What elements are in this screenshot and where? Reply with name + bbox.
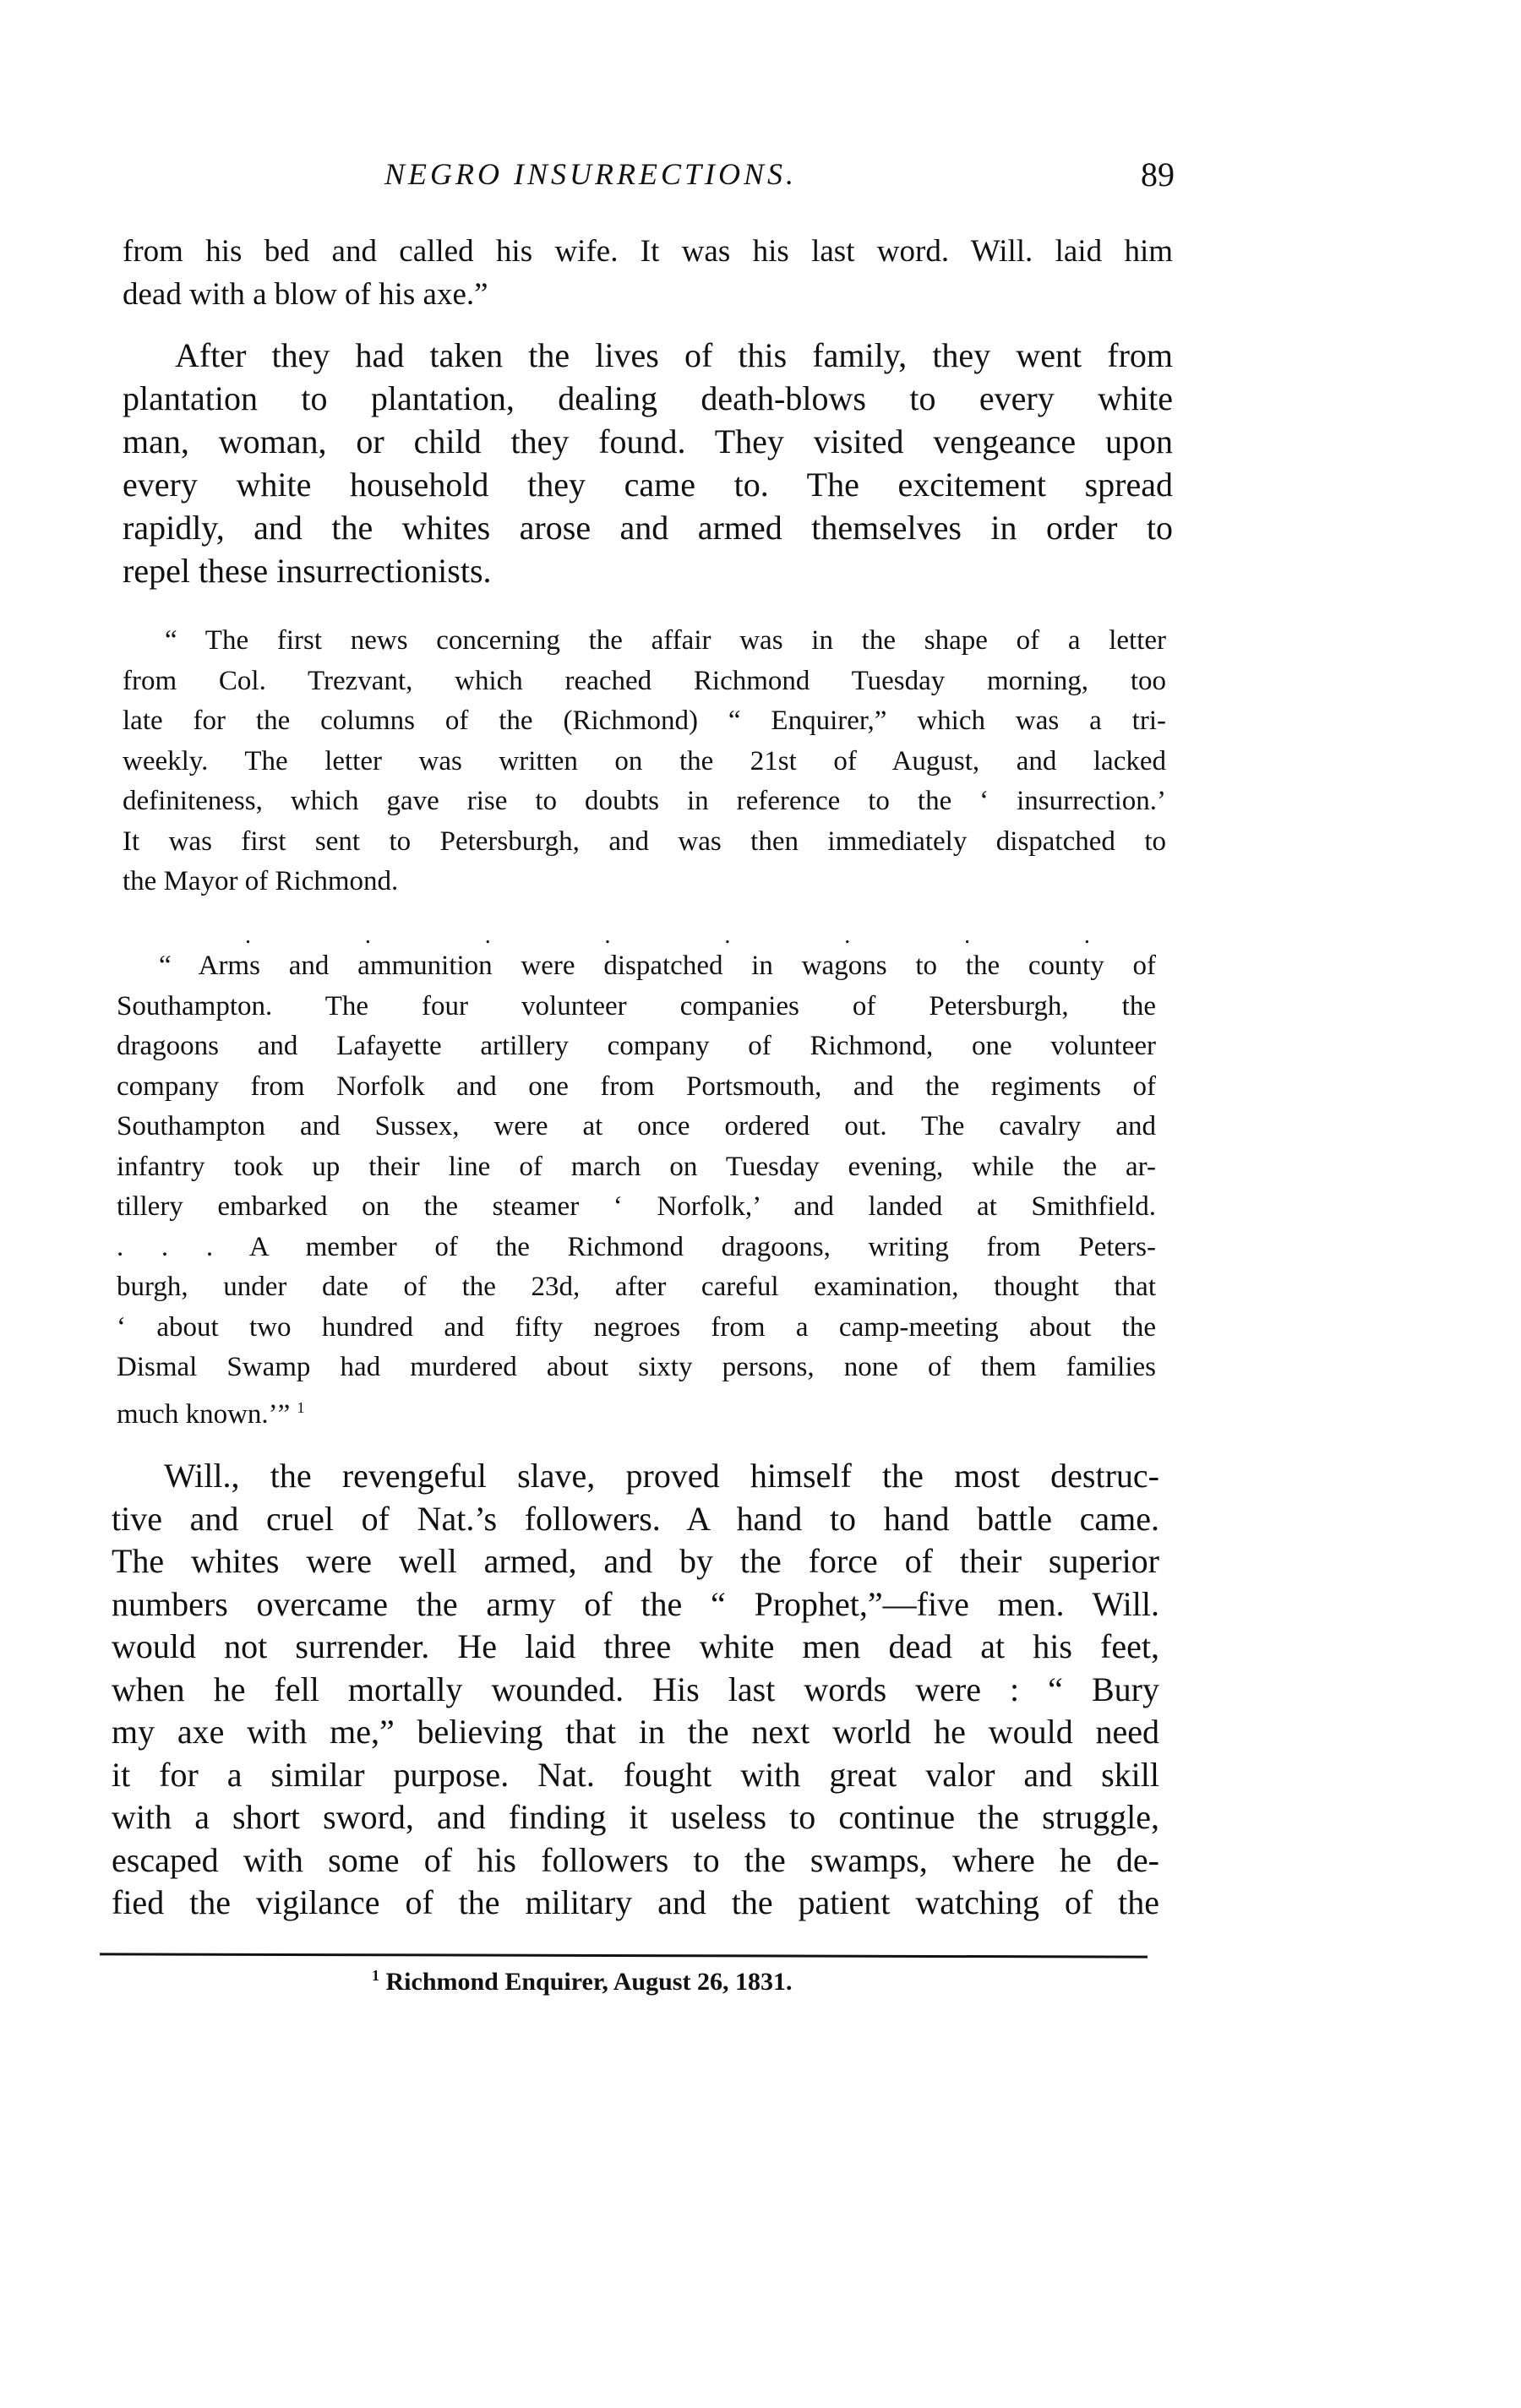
text-line: dead with a blow of his axe.” bbox=[123, 277, 488, 312]
ellipsis-dot: . bbox=[604, 923, 611, 949]
footnote bbox=[372, 1967, 792, 1997]
text-line: my axe with me,” believing that in the next world he would need bbox=[112, 1713, 1159, 1751]
footnote-reference: 1 bbox=[297, 1398, 305, 1416]
ellipsis-dot: . bbox=[484, 923, 491, 949]
text-line: After they had taken the lives of this family, they went from bbox=[175, 336, 1173, 374]
footnote-divider bbox=[100, 1953, 1148, 1958]
running-title: NEGRO INSURRECTIONS. bbox=[384, 157, 797, 191]
text-line: definiteness, which gave rise to doubts in reference to the ‘ insurrection.’ bbox=[123, 786, 1166, 816]
ellipsis-dot: . bbox=[245, 923, 251, 949]
text-line: when he fell mortally wounded. His last words were : “ Bury bbox=[112, 1670, 1159, 1708]
text-line: Southampton. The four volunteer companies of Petersburgh, the bbox=[117, 990, 1156, 1021]
paragraph bbox=[123, 334, 1173, 592]
text-line: escaped with some of his followers to the swamps, where he de- bbox=[112, 1840, 1159, 1879]
text-line: tillery embarked on the steamer ‘ Norfolk,’ and landed at Smithfield. bbox=[117, 1191, 1156, 1222]
text-line: tive and cruel of Nat.’s followers. A hand to hand battle came. bbox=[112, 1499, 1159, 1538]
text-line: man, woman, or child they found. They visited vengeance upon bbox=[123, 422, 1173, 460]
ellipsis-dot: . bbox=[964, 923, 971, 949]
text-line: it for a similar purpose. Nat. fought with great valor and skill bbox=[112, 1755, 1159, 1794]
ellipsis-dot: . bbox=[1083, 923, 1090, 949]
quote-end-text: much known.’” bbox=[117, 1398, 291, 1430]
paragraph-continued bbox=[123, 230, 1173, 316]
text-line: numbers overcame the army of the “ Prophet,”—five men. Will. bbox=[112, 1584, 1159, 1623]
text-line: dragoons and Lafayette artillery company of Richmond, one volunteer bbox=[117, 1031, 1156, 1061]
text-line: The whites were well armed, and by the force of their superior bbox=[112, 1542, 1159, 1580]
text-line: fied the vigilance of the military and the patient watching of the bbox=[112, 1883, 1159, 1921]
text-line: company from Norfolk and one from Portsmouth, and the regiments of bbox=[117, 1071, 1156, 1102]
page-number: 89 bbox=[1141, 155, 1175, 193]
text-line: the Mayor of Richmond. bbox=[123, 866, 399, 896]
ellipsis-dot: . bbox=[364, 923, 371, 949]
text-line: “ The first news concerning the affair was in the shape of a letter bbox=[165, 625, 1166, 656]
text-line: weekly. The letter was written on the 21st of August, and lacked bbox=[123, 745, 1166, 776]
paragraph bbox=[112, 1455, 1159, 1925]
text-line: late for the columns of the (Richmond) “ Enquirer,” which was a tri- bbox=[123, 706, 1166, 736]
text-line: Southampton and Sussex, were at once ordered out. The cavalry and bbox=[117, 1111, 1156, 1141]
block-quote bbox=[123, 621, 1166, 902]
text-line: infantry took up their line of march on Tuesday evening, while the ar- bbox=[117, 1151, 1156, 1182]
text-line: rapidly, and the whites arose and armed themselves in order to bbox=[123, 509, 1173, 547]
text-line: It was first sent to Petersburgh, and was then immediately dispatched to bbox=[123, 825, 1166, 857]
text-line: Will., the revengeful slave, proved himself the most destruc- bbox=[164, 1457, 1159, 1495]
text-line: from his bed and called his wife. It was his last word. Will. laid him bbox=[123, 234, 1173, 269]
footnote-text: Richmond Enquirer, August 26, 1831. bbox=[385, 1968, 793, 1996]
text-line: repel these insurrectionists. bbox=[123, 552, 492, 590]
text-line: “ Arms and ammunition were dispatched in wagons to the county of bbox=[159, 951, 1156, 981]
text-line: every white household they came to. The excitement spread bbox=[123, 466, 1173, 504]
text-line: ‘ about two hundred and fifty negroes from a camp-meeting about the bbox=[117, 1311, 1156, 1343]
ellipsis-dot: . bbox=[844, 923, 851, 949]
ellipsis-dot: . bbox=[724, 923, 731, 949]
text-line: . . . A member of the Richmond dragoons, writing from Peters- bbox=[117, 1231, 1156, 1262]
text-line: plantation to plantation, dealing death-blows to every white bbox=[123, 379, 1173, 417]
text-line bbox=[117, 1388, 1156, 1436]
text-line: would not surrender. He laid three white men dead at his feet, bbox=[112, 1627, 1159, 1665]
text-line: burgh, under date of the 23d, after careful examination, thought that bbox=[117, 1272, 1156, 1302]
footnote-marker: 1 bbox=[372, 1967, 379, 1984]
text-line: with a short sword, and finding it useless to continue the struggle, bbox=[112, 1798, 1159, 1836]
block-quote bbox=[117, 946, 1156, 1435]
text-line: Dismal Swamp had murdered about sixty persons, none of them families bbox=[117, 1352, 1156, 1382]
text-line: from Col. Trezvant, which reached Richmond Tuesday morning, too bbox=[123, 665, 1166, 696]
